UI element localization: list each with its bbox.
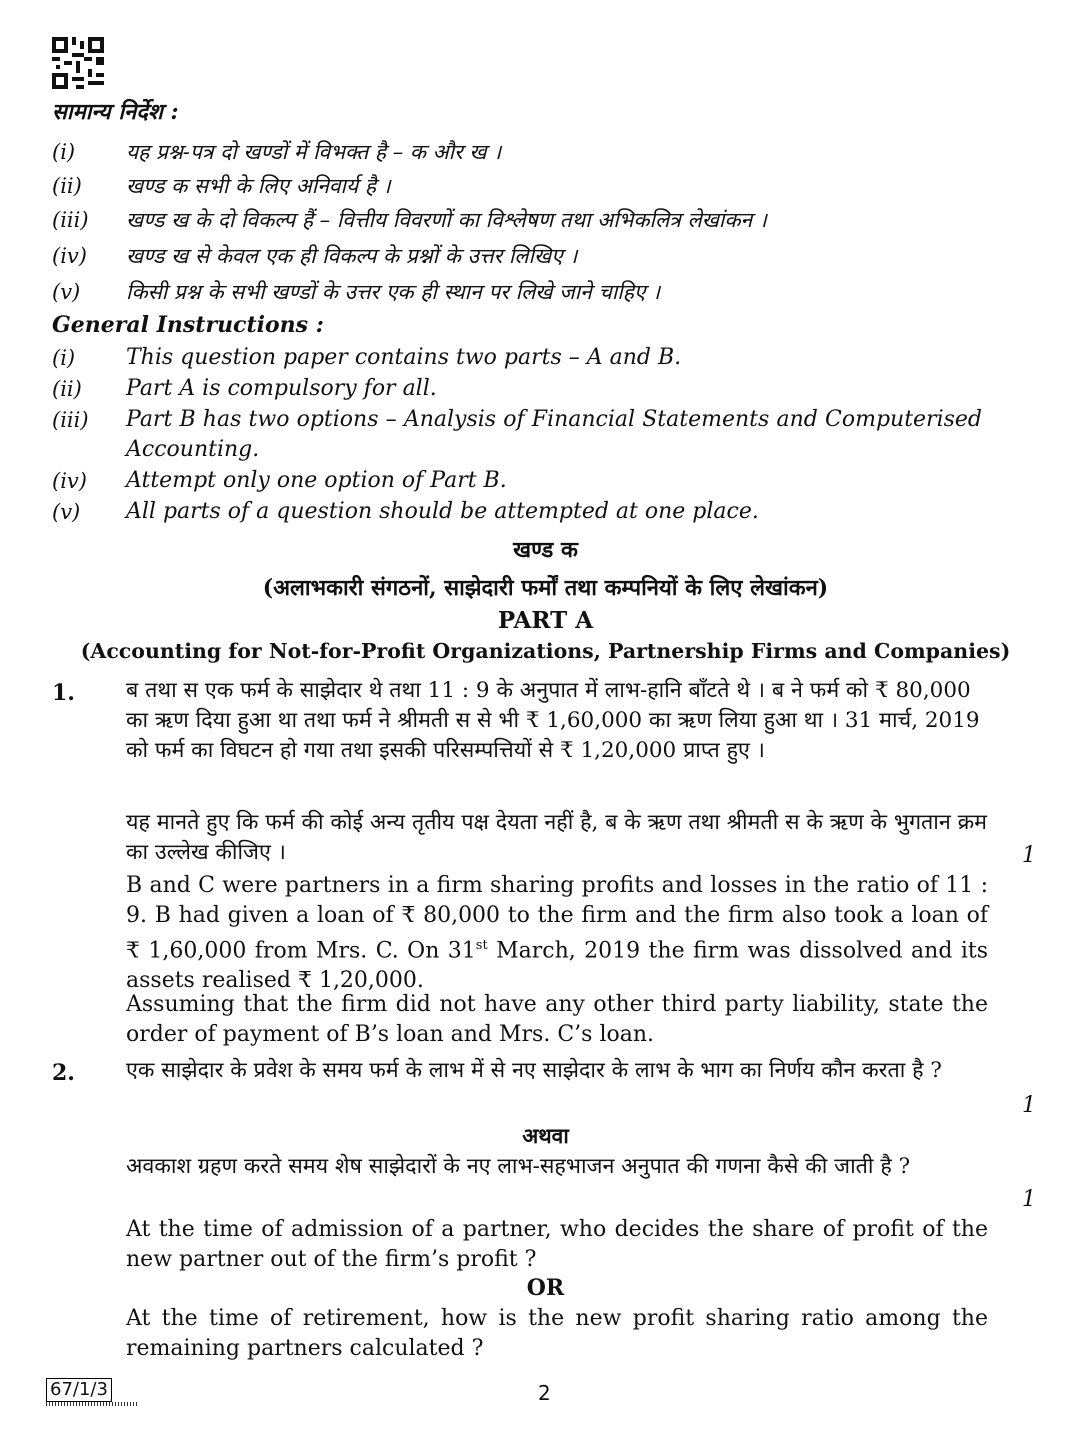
page-number: 2 (538, 1381, 551, 1405)
exam-page: सामान्य निर्देश : (i) यह प्रश्न-पत्र दो खण्डों में विभक्त है – क और ख । (ii) खण्ड क सभी के लिए अनिवार्य है । (iii) खण्ड ख के दो विकल्प हैं – वित्तीय विवरणों का विश्लेषण तथा अभिकलित्र लेखांकन । (iv) खण्ड ख से केवल एक ही विकल्प के प्रश्नों के उत्तर लिखिए । (v) किसी प्रश्न के सभी खण्डों के उत्तर एक ही स्थान पर लिखे जाने चाहिए । General Instructions : (i) This question paper contains two parts – A and B. (ii) Part A is compulsory for all. (iii) Part B has two options – Analysis of Financial Statements and Computerised Accounting. (iv) Attempt only one option of Part B. (v) All parts of a question should be attempted at one place. खण्ड क (अलाभकारी संगठनों, साझेदारी फर्मों तथा कम्पनियों के लिए लेखांकन) PART A (Accounting for Not-for-Profit Organizations, Partnership Firms and Companies) 1. ब तथा स एक फर्म के साझेदार थे तथा 11 : 9 के अनुपात में लाभ-हानि बाँटते थे । ब ने फर्म को ₹ 80,000 का ऋण दिया हुआ था तथा फर्म ने श्रीमती स से भी ₹ 1,60,000 का ऋण लिया हुआ था । 31 मार्च, 2019 को फर्म का विघटन हो गया तथा इसकी परिसम्पत्तियों से ₹ 1,20,000 प्राप्त हुए । यह मानते हुए कि फर्म की कोई अन्य तृतीय पक्ष देयता नहीं है, ब के ऋण तथा श्रीमती स के ऋण के भुगतान क्रम का उल्लेख कीजिए । 1 B and C were partners in a firm sharing profits and losses in the ratio of 11 : 9. B had given a loan of ₹ 80,000 to the firm and the firm also took a loan of ₹ 1,60,000 from Mrs. C. On 31st March, 2019 the firm was dissolved and its assets realised ₹ 1,20,000. Assuming that the firm did not have any other third party liability, state the order of payment of B’s loan and Mrs. C’s loan. 2. एक साझेदार के प्रवेश के समय फर्म के लाभ में से नए साझेदार के लाभ के भाग का निर्णय कौन करता है ? 1 अथवा अवकाश ग्रहण करते समय शेष साझेदारों के नए लाभ-सहभाजन अनुपात की गणना कैसे की जाती है ? 1 At the time of admission of a partner, who decides the share of profit of the new partner out of the firm’s profit ? OR At the time of retirement, how is the new profit sharing ratio among the remaining partners calculated ? 67/1/3 2 (0, 0, 1091, 1445)
question-2-marks: 1 (1022, 1093, 1036, 1118)
part-a-english-subtitle: (Accounting for Not-for-Profit Organizations, Partnership Firms and Companies) (80, 639, 1011, 663)
question-number: 2. (52, 1060, 75, 1086)
question-number: 1. (52, 680, 75, 706)
question-2-hindi-text: एक साझेदार के प्रवेश के समय फर्म के लाभ में से नए साझेदार के लाभ के भाग का निर्णय कौन करता है ? (126, 1058, 942, 1083)
or-english-label: OR (526, 1275, 565, 1301)
general-instructions-heading: General Instructions : (52, 312, 324, 338)
part-a-hindi-subtitle: (अलाभकारी संगठनों, साझेदारी फर्मों तथा कम्पनियों के लिए लेखांकन) (262, 575, 829, 601)
part-a-hindi-title: खण्ड क (513, 537, 578, 563)
question-1-hindi-text: ब तथा स एक फर्म के साझेदार थे तथा 11 : 9 के अनुपात में लाभ-हानि बाँटते थे । ब ने फर्म को ₹ 80,000 का ऋण दिया हुआ था तथा फर्म ने श्रीमती स से भी ₹ 1,60,000 का ऋण लिया हुआ था । 31 मार्च, 2019 को फर्म का विघटन हो गया तथा इसकी परिसम्पत्तियों से ₹ 1,20,000 प्राप्त हुए । (126, 678, 980, 763)
question-1-hindi-instruction: यह मानते हुए कि फर्म की कोई अन्य तृतीय पक्ष देयता नहीं है, ब के ऋण तथा श्रीमती स के ऋण के भुगतान क्रम का उल्लेख कीजिए । (126, 810, 988, 865)
qr-code-icon (52, 37, 104, 89)
question-2-hindi-alternative: अवकाश ग्रहण करते समय शेष साझेदारों के नए लाभ-सहभाजन अनुपात की गणना कैसे की जाती है ? (126, 1154, 911, 1179)
paper-code: 67/1/3 (46, 1378, 112, 1402)
barcode-strip (46, 1402, 138, 1406)
question-2-alternative-marks: 1 (1022, 1187, 1036, 1212)
question-1-marks: 1 (1022, 843, 1036, 868)
part-a-english-title: PART A (497, 607, 594, 634)
question-2-english-alternative: At the time of retirement, how is the new profit sharing ratio among the remaining partners calculated ? (126, 1306, 988, 1361)
or-hindi-label: अथवा (522, 1123, 569, 1148)
question-1-english-instruction: Assuming that the firm did not have any other third party liability, state the order of payment of B’s loan and Mrs. C’s loan. (126, 992, 988, 1047)
hindi-instructions-heading: सामान्य निर्देश : (52, 99, 179, 125)
question-1-english-text: B and C were partners in a firm sharing profits and losses in the ratio of 11 : 9. B had given a loan of ₹ 80,000 to the firm and the firm also took a loan of ₹ 1,60,000 from Mrs. C. On 31st March, 2019 the firm was dissolved and its assets realised ₹ 1,20,000. (126, 873, 988, 994)
question-2-english-text: At the time of admission of a partner, who decides the share of profit of the new partner out of the firm’s profit ? (126, 1217, 988, 1272)
